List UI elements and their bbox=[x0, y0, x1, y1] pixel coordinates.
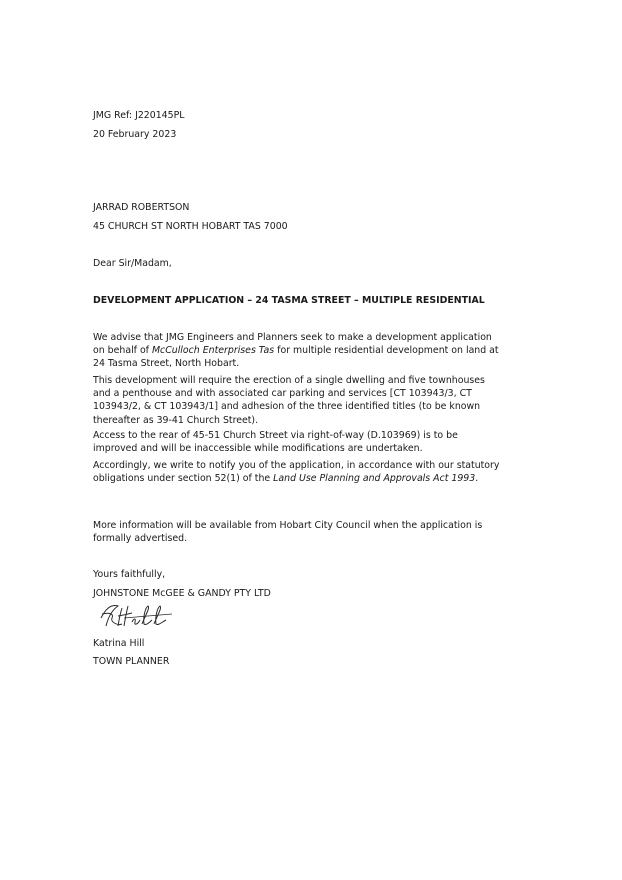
paragraph-1 bbox=[93, 331, 503, 371]
paragraph-4-after: . bbox=[475, 473, 479, 485]
letter-date: 20 February 2023 bbox=[93, 129, 177, 140]
reference-number: JMG Ref: J220145PL bbox=[93, 110, 185, 121]
paragraph-4-before: Accordingly, we write to notify you of the application, in accordance with our statutory obligations under section 52(1) of the bbox=[93, 460, 500, 485]
signatory-position: TOWN PLANNER bbox=[93, 656, 170, 667]
paragraph-1-after: for multiple residential development on land at 24 Tasma Street, North Hobart. bbox=[93, 345, 499, 370]
paragraph-3: Access to the rear of 45-51 Church Street via right-of-way (D.103969) is to be improved and will be inaccessible while modifications are undertaken. bbox=[93, 430, 458, 455]
salutation: Dear Sir/Madam, bbox=[93, 258, 172, 269]
subject-line: DEVELOPMENT APPLICATION – 24 TASMA STREET – MULTIPLE RESIDENTIAL bbox=[93, 295, 485, 306]
recipient-address: 45 CHURCH ST NORTH HOBART TAS 7000 bbox=[93, 221, 288, 232]
recipient-name: JARRAD ROBERTSON bbox=[93, 202, 190, 213]
signature-image bbox=[98, 600, 178, 630]
act-name: Land Use Planning and Approvals Act 1993 bbox=[273, 473, 476, 485]
closing: Yours faithfully, bbox=[93, 569, 166, 580]
paragraph-1-before: We advise that JMG Engineers and Planners seek to make a development application on behalf of bbox=[93, 332, 492, 357]
client-company-name: McCulloch Enterprises Tas bbox=[151, 345, 275, 357]
paragraph-4 bbox=[93, 459, 503, 485]
company-name: JOHNSTONE McGEE & GANDY PTY LTD bbox=[93, 588, 271, 599]
paragraph-5: More information will be available from Hobart City Council when the application is formally advertised. bbox=[93, 520, 483, 545]
signatory-name: Katrina Hill bbox=[93, 638, 145, 649]
paragraph-2: This development will require the erection of a single dwelling and five townhouses and a penthouse and with associated car parking and services [CT 103943/3, CT 103943/2, & CT 103943/1] and adhesion of the three identified titles (to be known thereafter as 39-41 Church Street). bbox=[93, 375, 485, 426]
